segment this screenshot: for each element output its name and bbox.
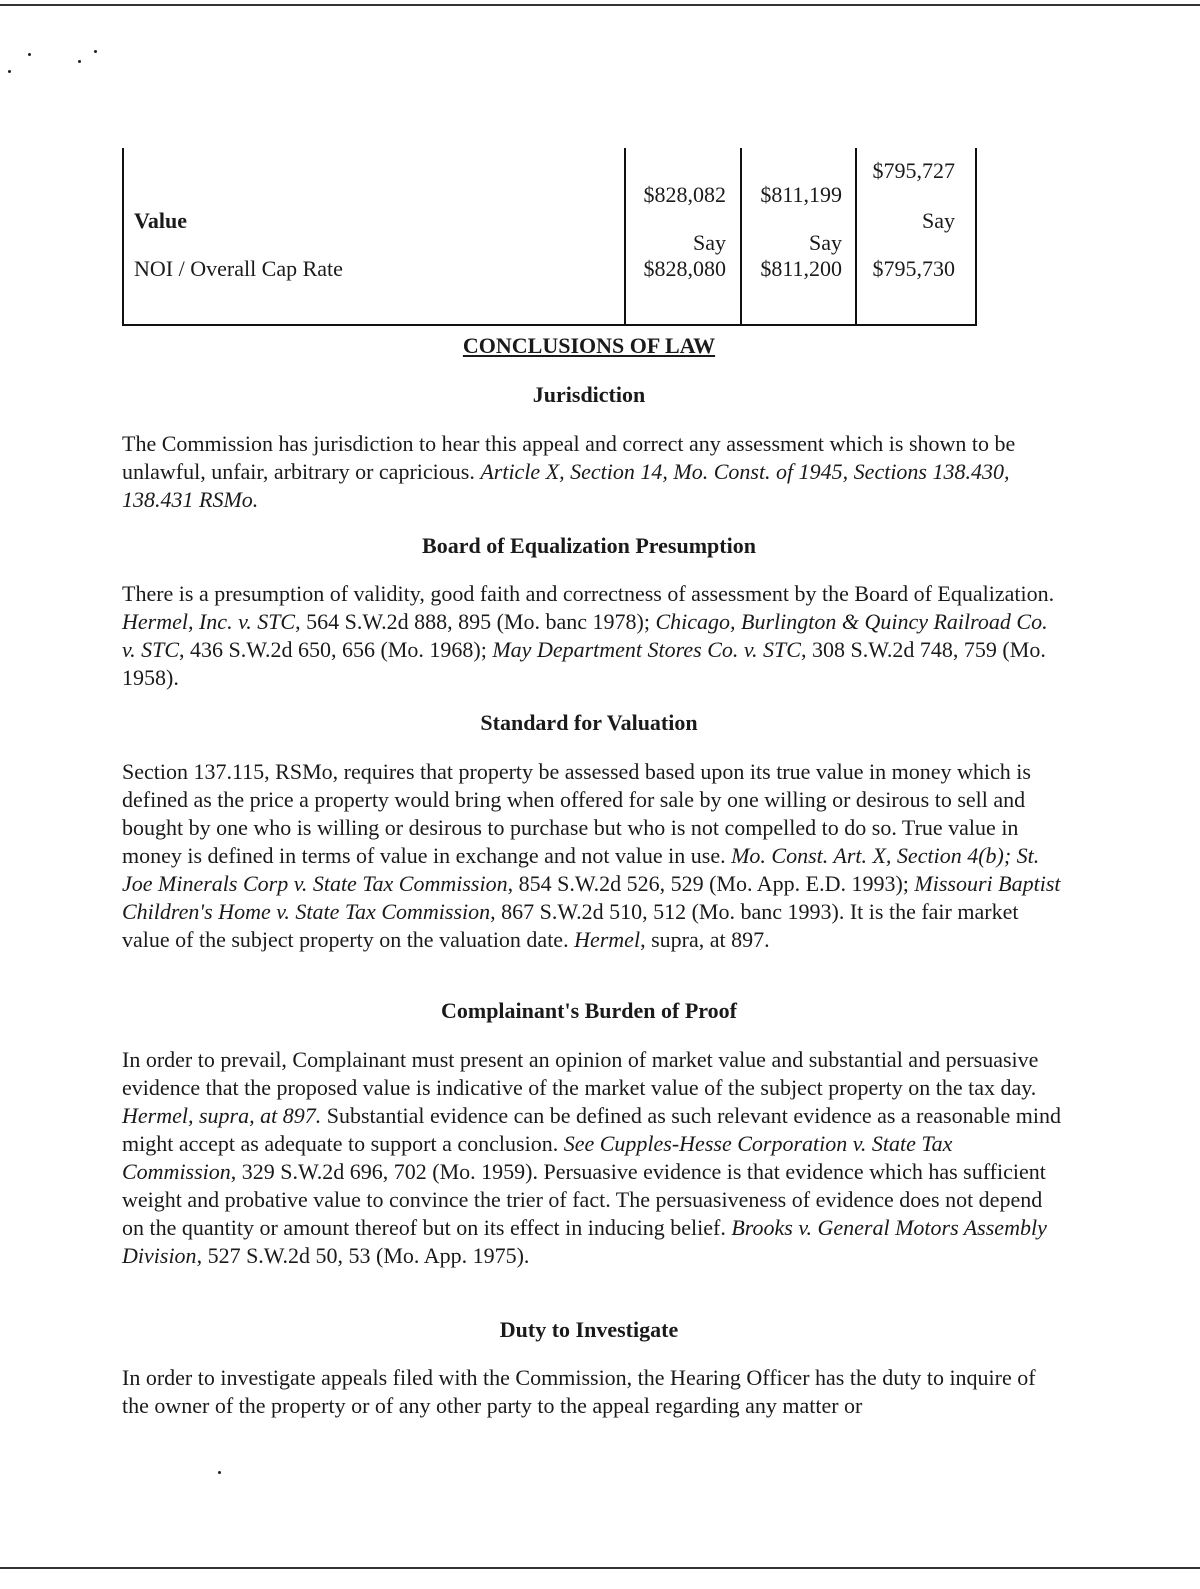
col3-value: $795,727 bbox=[872, 158, 955, 183]
heading-investigate: Duty to Investigate bbox=[499, 1317, 679, 1342]
paragraph-text: In order to investigate appeals filed with the Commission, the Hearing Officer has the duty to inquire of the owner of the property or of any other party to the appeal regarding any matter or bbox=[122, 1365, 1036, 1418]
column-divider bbox=[624, 148, 626, 324]
paragraph-presumption bbox=[122, 580, 1062, 692]
section-title-text: CONCLUSIONS OF LAW bbox=[462, 333, 716, 358]
paragraph-text: In order to prevail, Complainant must present an opinion of market value and substantial and persuasive evidence that the proposed value is indicative of the market value of the subject property on the tax day. bbox=[122, 1047, 1039, 1100]
scan-edge-top bbox=[0, 4, 1200, 6]
col1-say: Say bbox=[693, 230, 726, 255]
citation: Article X, Section 14, Mo. Const. of 1945, Sections 138.430, 138.431 RSMo. bbox=[122, 459, 1010, 512]
citation: Missouri Baptist Children's Home v. State Tax Commission bbox=[122, 871, 1061, 924]
scan-edge-bottom bbox=[0, 1567, 1200, 1569]
citation: Mo. Const. Art. X, Section 4(b); St. Joe Minerals Corp v. State Tax Commission bbox=[122, 843, 1040, 896]
col2-value: $811,199 bbox=[760, 182, 842, 207]
section-title bbox=[0, 332, 1178, 360]
col2-say: Say bbox=[809, 230, 842, 255]
citation: See Cupples-Hesse Corporation v. State Tax Commission bbox=[122, 1131, 953, 1184]
col3-say: Say bbox=[922, 208, 955, 233]
scan-speck bbox=[8, 70, 11, 73]
paragraph-jurisdiction bbox=[122, 430, 1062, 514]
paragraph-text: , 867 S.W.2d 510, 512 (Mo. banc 1993). It is the fair market value of the subject property on the valuation date. bbox=[122, 899, 1019, 952]
citation: Chicago, Burlington & Quincy Railroad Co. v. STC bbox=[122, 609, 1048, 662]
paragraph-text: There is a presumption of validity, good faith and correctness of assessment by the Board of Equalization. bbox=[122, 581, 1055, 606]
heading-presumption: Board of Equalization Presumption bbox=[422, 533, 756, 558]
column-divider bbox=[740, 148, 742, 324]
citation: Hermel, supra, at 897. bbox=[122, 1103, 322, 1128]
heading-jurisdiction: Jurisdiction bbox=[532, 382, 646, 407]
scan-speck bbox=[218, 1471, 221, 1474]
row-label-noi: NOI / Overall Cap Rate bbox=[134, 256, 343, 281]
col1-rounded: $828,080 bbox=[643, 256, 726, 281]
col1-value: $828,082 bbox=[643, 182, 726, 207]
scan-speck bbox=[78, 60, 81, 63]
paragraph-text: , 564 S.W.2d 888, 895 (Mo. banc 1978); bbox=[295, 609, 656, 634]
paragraph-text: Section 137.115, RSMo, requires that property be assessed based upon its true value in money which is defined as the price a property would bring when offered for sale by one willing or desirous to sell and bought by one who is willing or desirous to purchase but who is not compelled to do so. True value in money is defined in terms of value in exchange and not value in use. bbox=[122, 759, 1031, 868]
paragraph-burden bbox=[122, 1046, 1062, 1270]
scan-speck bbox=[94, 50, 97, 53]
value-table bbox=[122, 148, 977, 326]
paragraph-text: , 329 S.W.2d 696, 702 (Mo. 1959). Persuasive evidence is that evidence which has sufficient weight and probative value to convince the trier of fact. The persuasiveness of evidence does not depend on the quantity or amount thereof but on its effect in inducing belief. bbox=[122, 1159, 1046, 1240]
citation: May Department Stores Co. v. STC bbox=[492, 637, 801, 662]
paragraph-text: , 436 S.W.2d 650, 656 (Mo. 1968); bbox=[179, 637, 493, 662]
scan-speck bbox=[28, 53, 31, 56]
paragraph-text: , 854 S.W.2d 526, 529 (Mo. App. E.D. 1993); bbox=[507, 871, 915, 896]
column-divider bbox=[855, 148, 857, 324]
heading-burden: Complainant's Burden of Proof bbox=[440, 998, 737, 1023]
paragraph-text: Substantial evidence can be defined as such relevant evidence as a reasonable mind might accept as adequate to support a conclusion. bbox=[122, 1103, 1061, 1156]
paragraph-valuation bbox=[122, 758, 1062, 954]
row-label-value: Value bbox=[134, 208, 187, 233]
paragraph-text: , 308 S.W.2d 748, 759 (Mo. 1958). bbox=[122, 637, 1046, 690]
paragraph-text: , supra, at 897. bbox=[640, 927, 770, 952]
paragraph-investigate bbox=[122, 1364, 1062, 1420]
paragraph-text: , 527 S.W.2d 50, 53 (Mo. App. 1975). bbox=[196, 1243, 530, 1268]
citation: Hermel bbox=[574, 927, 641, 952]
paragraph-text: The Commission has jurisdiction to hear this appeal and correct any assessment which is shown to be unlawful, unfair, arbitrary or capricious. bbox=[122, 431, 1016, 484]
citation: Brooks v. General Motors Assembly Division bbox=[122, 1215, 1047, 1268]
col2-rounded: $811,200 bbox=[760, 256, 842, 281]
col3-rounded: $795,730 bbox=[872, 256, 955, 281]
citation: Hermel, Inc. v. STC bbox=[122, 609, 296, 634]
heading-valuation: Standard for Valuation bbox=[480, 710, 698, 735]
